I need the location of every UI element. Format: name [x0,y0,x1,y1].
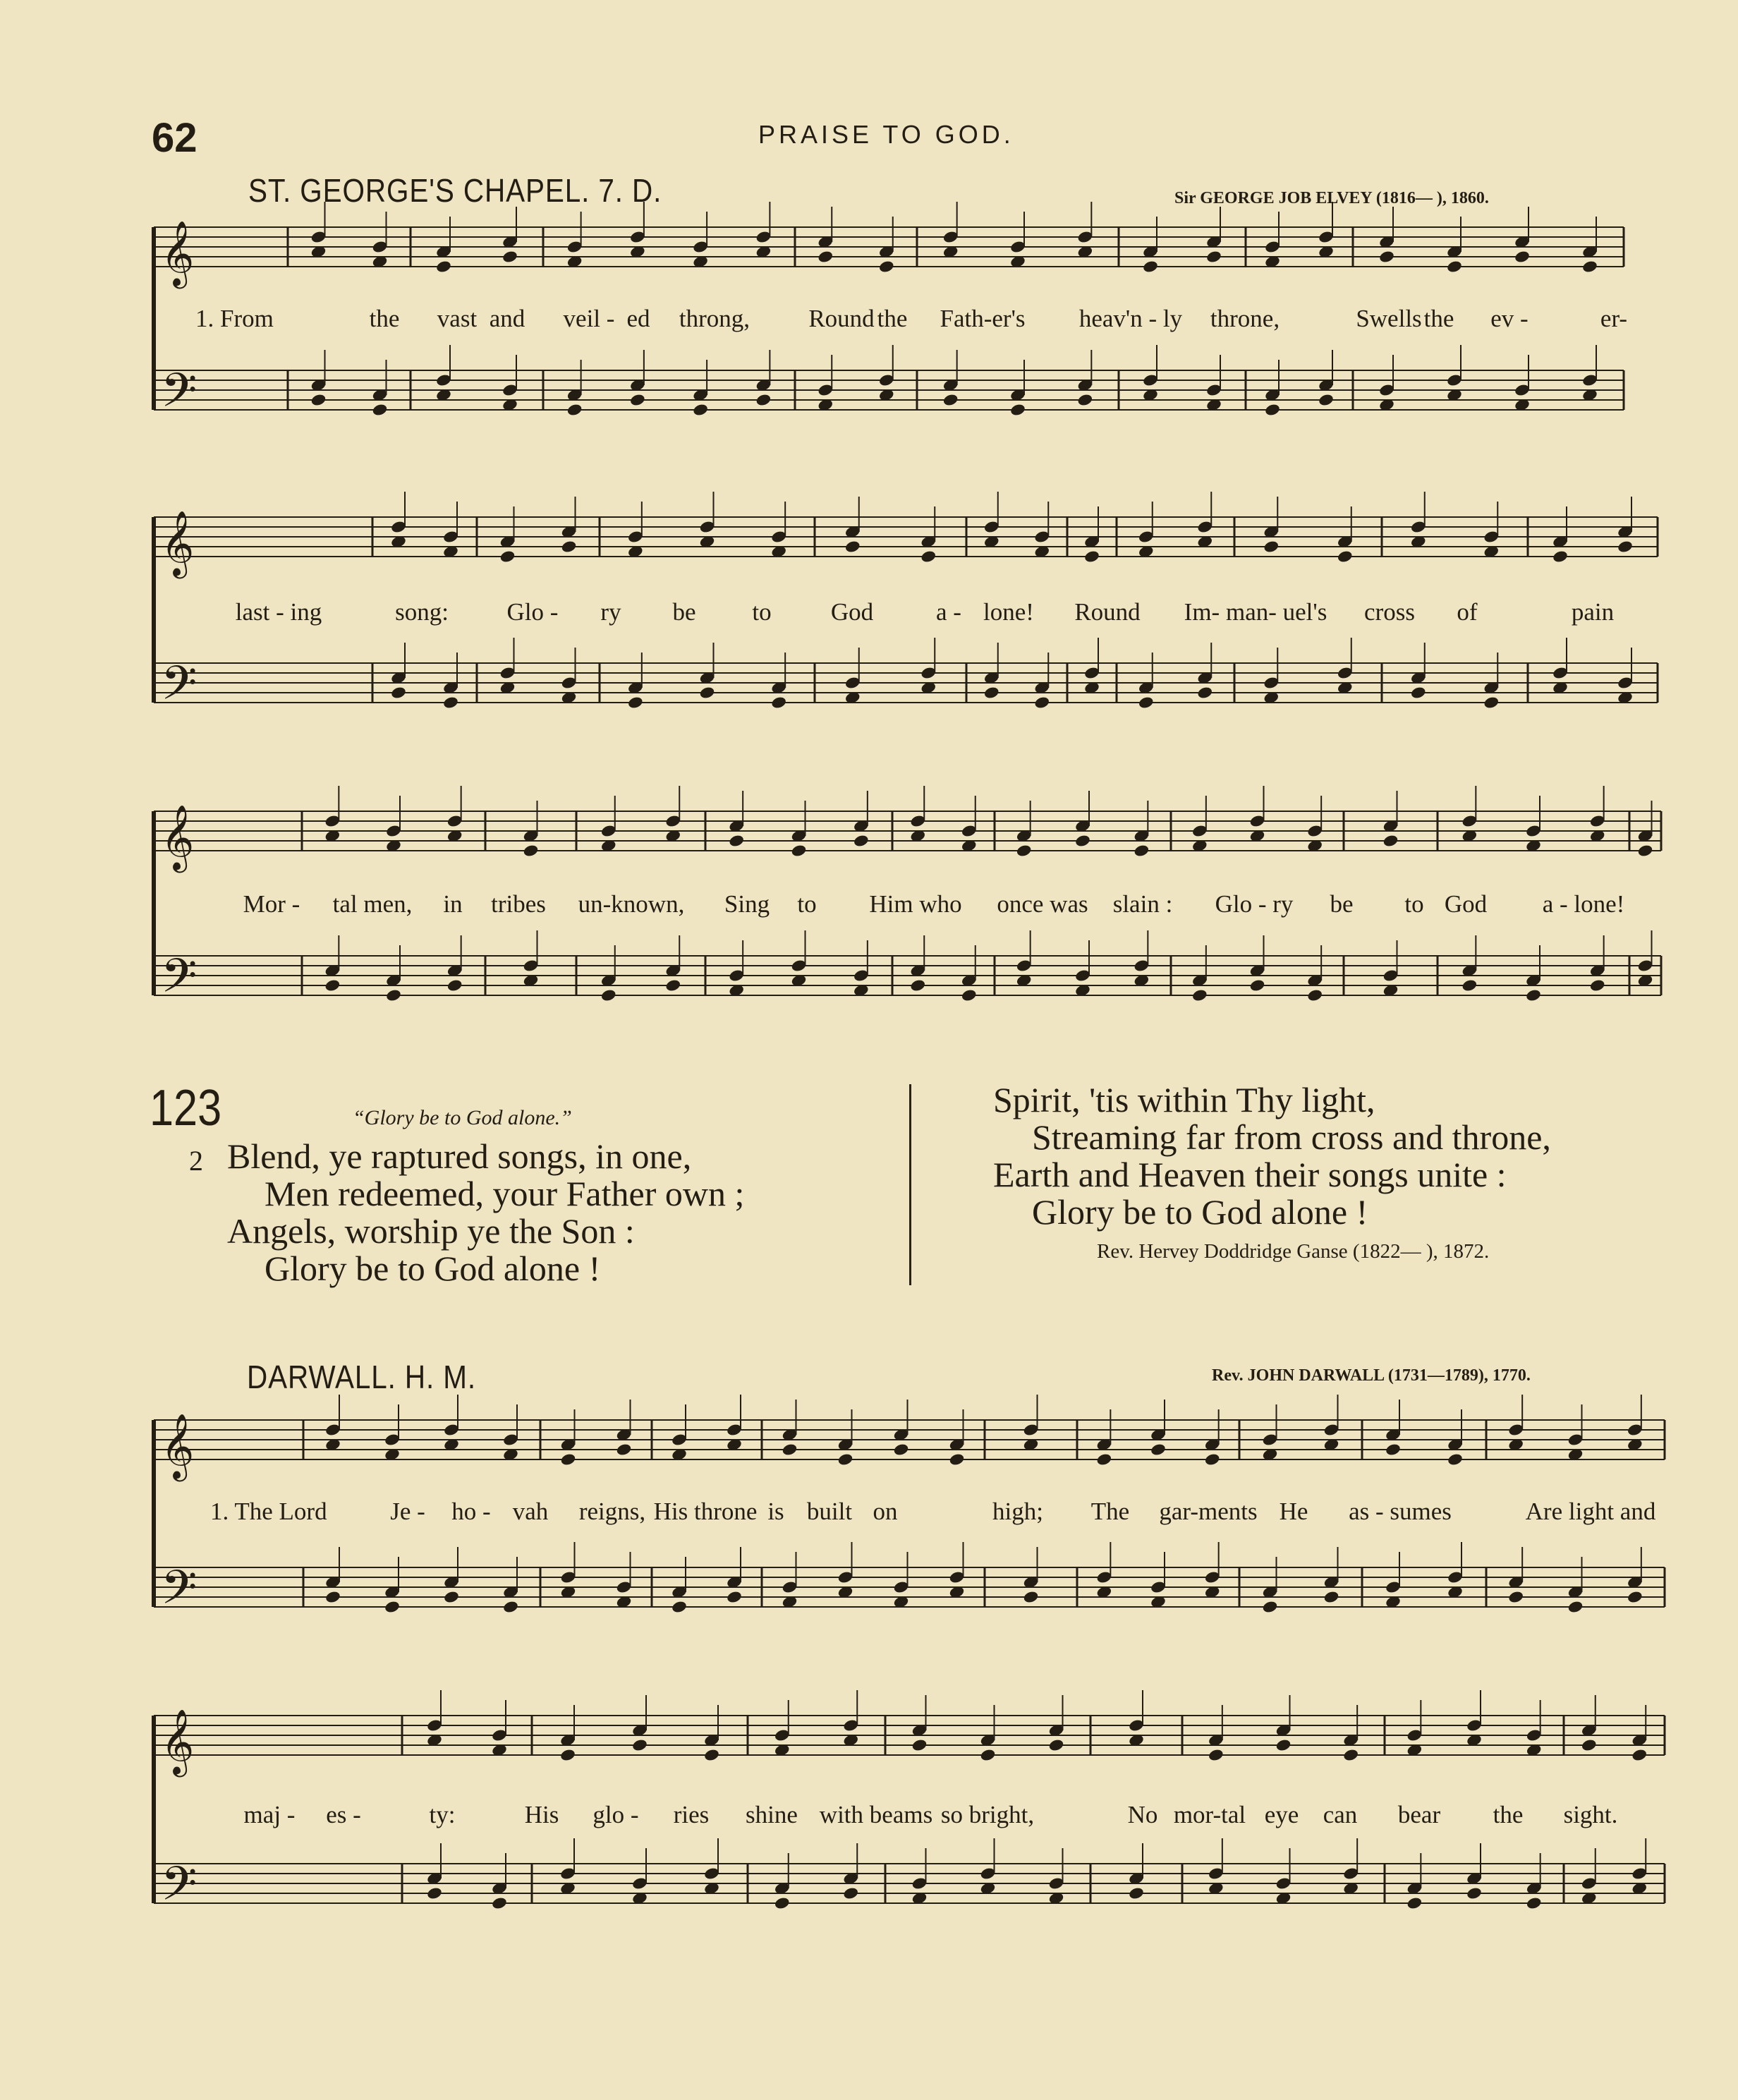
lyric-syllable: throng, [679,305,750,332]
lyric-syllable: God [1444,890,1488,918]
treble-clef: 𝄞 [161,220,195,286]
lyric-syllable: ev - [1490,305,1529,332]
note-head [1342,1748,1359,1762]
lyric-syllable: as - sumes [1349,1498,1452,1525]
note-head [942,393,959,407]
lyric-syllable: throne, [1210,305,1280,332]
note-head [502,1600,519,1614]
note-head [491,1896,508,1910]
lyric-syllable: es - [326,1801,361,1828]
note-head [1589,978,1606,993]
lyric-syllable: bear [1397,1801,1441,1828]
note-head [1306,988,1323,1002]
note-head [980,1748,997,1762]
lyric-syllable: gar-ments [1159,1498,1258,1525]
lyrics-row-1 [0,305,1738,340]
note-head [310,393,327,407]
lyric-syllable: Are light and [1525,1498,1656,1525]
note-head [1191,988,1208,1002]
note-head [1410,686,1427,700]
note-head [1318,393,1335,407]
poem-line: Earth and Heaven their songs unite : [993,1155,1507,1194]
lyric-syllable: the [369,305,400,332]
lyric-syllable: built [806,1498,853,1525]
note-head [817,250,834,264]
note-head [1077,393,1094,407]
note-head [561,540,578,554]
note-head [1462,978,1478,993]
note-head [1016,844,1033,858]
tune-title: DARWALL. H. M. [247,1359,476,1395]
lyric-syllable: veil - [563,305,615,332]
lyric-syllable: Glo - ry [1215,890,1294,918]
note-head [1567,1600,1584,1614]
note-head [435,260,452,274]
lyric-syllable: He [1279,1498,1308,1525]
lyric-syllable: so bright, [940,1801,1035,1828]
note-head [616,1443,633,1457]
lyric-syllable: vast [437,305,478,332]
lyric-syllable: heav'n - ly [1078,305,1183,332]
lyric-syllable: Round [808,305,875,332]
lyric-syllable: His throne [653,1498,758,1525]
lyric-syllable: the [1423,305,1454,332]
note-head [1617,540,1634,554]
lyric-syllable: the [877,305,908,332]
lyric-syllable: reigns, [578,1498,646,1525]
lyric-syllable: Mor - [243,890,300,918]
note-head [1525,988,1542,1002]
lyric-syllable: can [1323,1801,1358,1828]
poem-line: Angels, worship ye the Son : [227,1211,635,1251]
note-head [911,1738,928,1752]
lyrics-row-3 [0,890,1738,925]
lyric-syllable: mor-tal [1173,1801,1246,1828]
lyric-syllable: Him who [869,890,962,918]
note-head [1385,1443,1402,1457]
note-head [842,1886,859,1900]
lyric-syllable: with beams [819,1801,933,1828]
lyrics-row-2 [0,598,1738,633]
lyric-syllable: song: [395,598,449,626]
bass-clef: 𝄢 [161,656,198,722]
note-head [1581,260,1598,274]
note-head [703,1748,720,1762]
lyric-syllable: cross [1364,598,1415,626]
note-head [726,1590,743,1604]
lyric-syllable: high; [992,1498,1043,1525]
lyric-syllable: er- [1600,305,1628,332]
note-head [1074,834,1091,848]
lyric-syllable: be [672,598,696,626]
note-head [600,988,617,1002]
poem-line: Streaming far from cross and throne, [1032,1117,1551,1157]
composer-credit: Sir GEORGE JOB ELVEY (1816— ), 1860. [1174,189,1489,207]
note-head [664,978,681,993]
note-head [1627,1590,1643,1604]
note-head [1275,1738,1292,1752]
note-head [1337,550,1354,564]
note-head [560,1452,577,1467]
note-head [629,393,646,407]
note-head [782,1443,798,1457]
note-head [627,696,644,710]
bass-clef: 𝄢 [161,363,198,429]
running-head: PRAISE TO GOD. [758,120,1014,149]
note-head [949,1452,966,1467]
note-head [755,393,772,407]
note-head [390,686,407,700]
poem-line: Blend, ye raptured songs, in one, [227,1136,692,1176]
lyric-syllable: to [1404,890,1424,918]
note-head [791,844,808,858]
note-head [384,1600,401,1614]
note-head [1406,1896,1423,1910]
lyric-syllable: God [830,598,874,626]
note-head [446,978,463,993]
lyric-syllable: once was [997,890,1088,918]
note-head [699,686,716,700]
lyric-syllable: on [873,1498,898,1525]
hymn-number: 123 [150,1080,222,1136]
page-number: 62 [152,115,198,161]
note-head [1033,696,1050,710]
note-head [1526,1896,1543,1910]
note-head [1382,834,1399,848]
column-divider [909,1084,911,1285]
poem-line: Men redeemed, your Father own ; [265,1174,745,1213]
hymn-author: Rev. Hervey Doddridge Ganse (1822— ), 1872. [1097,1240,1490,1263]
note-head [1096,1452,1113,1467]
note-head [426,1886,443,1900]
lyric-syllable: in [443,890,463,918]
stanza-number: 2 [189,1145,203,1177]
note-head [1323,1590,1340,1604]
composer-credit: Rev. JOHN DARWALL (1731—1789), 1770. [1212,1366,1531,1385]
lyric-syllable: maj - [243,1801,296,1828]
lyric-syllable: The [1090,1498,1130,1525]
lyric-syllable: Je - [390,1498,425,1525]
note-head [692,403,709,417]
lyric-syllable: His [524,1801,559,1828]
note-head [1205,250,1222,264]
lyric-syllable: and [489,305,525,332]
epigraph: “Glory be to God alone.” [353,1106,572,1129]
lyric-syllable: eye [1264,1801,1299,1828]
lyric-syllable: ed [626,305,650,332]
lyric-syllable: Swells [1356,305,1422,332]
treble-clef: 𝄞 [161,510,195,576]
note-head [961,988,978,1002]
lyrics-row-4 [0,1498,1738,1533]
lyric-syllable: shine [746,1801,798,1828]
lyric-syllable: a - [936,598,961,626]
lyric-syllable: No [1127,1801,1158,1828]
note-head [499,550,516,564]
poem-line: Glory be to God alone ! [265,1249,601,1288]
lyric-syllable: Im- man- uel's [1184,598,1327,626]
lyric-syllable: of [1457,598,1478,626]
note-head [844,540,861,554]
note-head [1128,1886,1145,1900]
note-head [671,1600,688,1614]
note-head [1208,1748,1224,1762]
note-head [1446,260,1463,274]
note-head [1138,696,1155,710]
lyric-syllable: ries [673,1801,710,1828]
poem-line: Spirit, 'tis within Thy light, [993,1080,1375,1119]
note-head [1637,844,1654,858]
lyric-syllable: Fath-er's [940,305,1026,332]
note-head [893,1443,910,1457]
lyric-syllable: ho - [451,1498,491,1525]
note-head [523,844,540,858]
lyric-syllable: the [1493,1801,1524,1828]
note-head [1204,1452,1221,1467]
note-head [385,988,402,1002]
note-head [631,1738,648,1752]
lyric-syllable: glo - [592,1801,639,1828]
lyric-syllable: Glo - [506,598,559,626]
lyric-syllable: Sing [724,890,770,918]
note-head [566,403,583,417]
note-head [1514,250,1531,264]
lyric-syllable: to [752,598,772,626]
lyric-syllable: ty: [429,1801,456,1828]
note-head [774,1896,791,1910]
note-head [1447,1452,1464,1467]
poem-line: Glory be to God alone ! [1032,1192,1368,1232]
note-head [324,1590,341,1604]
note-head [770,696,787,710]
note-head [1507,1590,1524,1604]
note-head [1466,1886,1483,1900]
lyric-syllable: a - lone! [1542,890,1625,918]
lyric-syllable: 1. From [195,305,274,332]
note-head [837,1452,854,1467]
note-head [1262,1600,1279,1614]
lyric-syllable: is [767,1498,784,1525]
lyric-syllable: Round [1074,598,1141,626]
note-head [1196,686,1213,700]
note-head [1083,550,1100,564]
lyric-syllable: be [1330,890,1354,918]
lyric-syllable: 1. The Lord [210,1498,327,1525]
lyric-syllable: lone! [983,598,1034,626]
note-head [1378,250,1395,264]
treble-clef: 𝄞 [161,804,195,870]
note-head [502,250,518,264]
tune-title: ST. GEORGE'S CHAPEL. 7. D. [248,172,662,209]
note-head [1249,978,1266,993]
note-head [1023,1590,1040,1604]
note-head [1150,1443,1167,1457]
note-head [1134,844,1150,858]
lyric-syllable: tal men, [332,890,413,918]
lyric-syllable: last - ing [235,598,322,626]
lyric-syllable: to [797,890,817,918]
lyric-syllable: tribes [491,890,546,918]
note-head [983,686,1000,700]
note-head [1631,1748,1648,1762]
bass-clef: 𝄢 [161,1857,198,1922]
note-head [1263,540,1280,554]
note-head [324,978,341,993]
note-head [443,1590,460,1604]
note-head [909,978,926,993]
lyric-syllable: pain [1571,598,1615,626]
bass-clef: 𝄢 [161,949,198,1014]
note-head [559,1748,576,1762]
treble-clef: 𝄞 [161,1413,195,1479]
note-head [1581,1738,1598,1752]
note-head [1048,1738,1065,1752]
note-head [1552,550,1569,564]
lyric-syllable: ry [600,598,621,626]
note-head [728,834,745,848]
note-head [1142,260,1159,274]
lyrics-row-5 [0,1801,1738,1836]
note-head [920,550,937,564]
note-head [1483,696,1500,710]
lyric-syllable: sight. [1563,1801,1618,1828]
note-head [442,696,459,710]
lyric-syllable: slain : [1112,890,1173,918]
note-head [878,260,895,274]
lyric-syllable: un-known, [578,890,685,918]
treble-clef: 𝄞 [161,1708,195,1774]
note-head [853,834,870,848]
bass-clef: 𝄢 [161,1560,198,1626]
note-head [1009,403,1026,417]
note-head [1264,403,1281,417]
lyric-syllable: vah [512,1498,549,1525]
note-head [372,403,389,417]
